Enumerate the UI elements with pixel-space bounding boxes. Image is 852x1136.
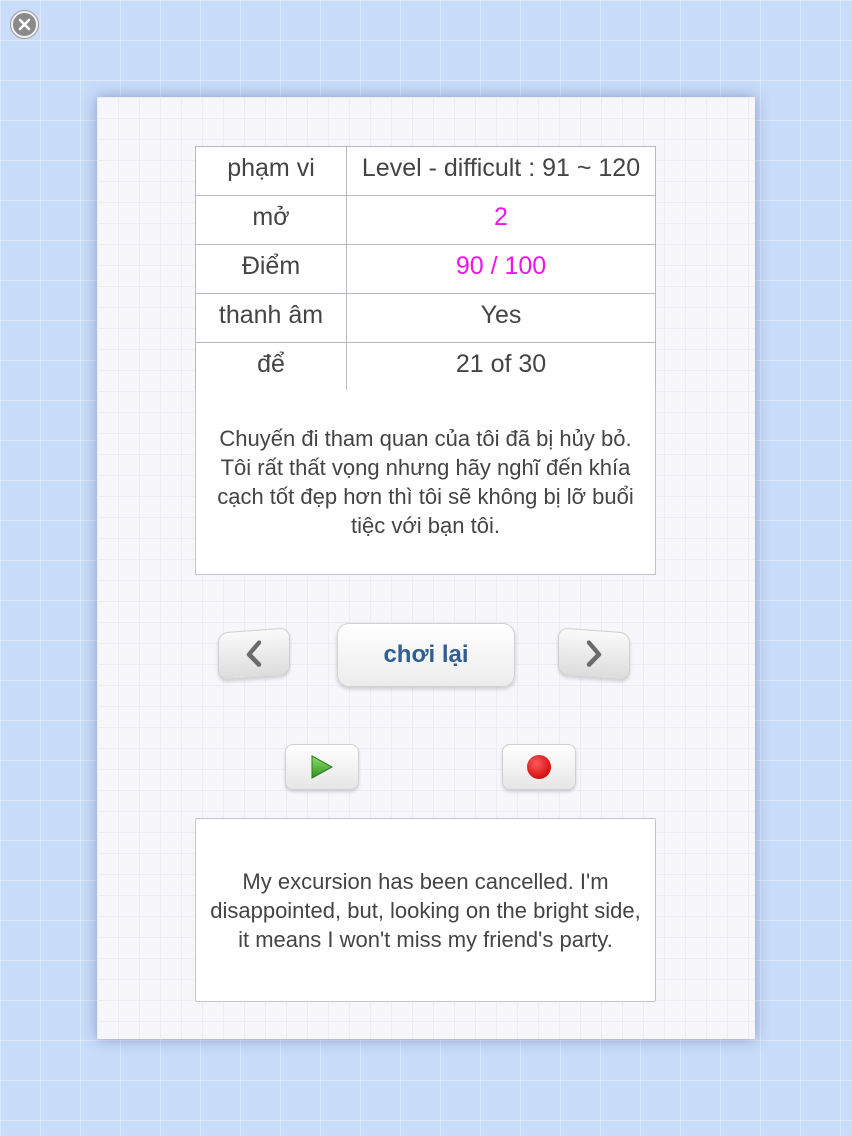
table-row [196,196,656,245]
record-button[interactable] [502,744,576,790]
chevron-left-icon [244,639,264,668]
open-label: mở [196,196,347,245]
lesson-card [97,97,755,1039]
close-button[interactable] [11,11,38,38]
range-label: phạm vi [196,147,347,196]
sound-value: Yes [347,294,656,343]
english-sentence: My excursion has been cancelled. I'm disappointed, but, looking on the bright side, it means I won't miss my friend's party. [210,868,641,952]
play-icon [309,754,335,780]
range-value: Level - difficult : 91 ~ 120 [347,147,656,196]
question-value: 21 of 30 [347,343,656,392]
table-row [196,147,656,196]
chevron-right-icon [584,639,604,668]
vietnamese-sentence: Chuyến đi tham quan của tôi đã bị hủy bỏ. Tôi rất thất vọng nhưng hãy nghĩ đến khía cạch tốt đẹp hơn thì tôi sẽ không bị lỡ buổi tiệc với bạn tôi. [217,426,634,538]
score-value: 90 / 100 [347,245,656,294]
score-label: Điểm [196,245,347,294]
vietnamese-text-box [195,390,656,575]
table-row [196,343,656,392]
play-button[interactable] [285,744,359,790]
next-button[interactable] [558,627,630,680]
question-label: để [196,343,347,392]
table-row [196,245,656,294]
open-value: 2 [347,196,656,245]
replay-label: chơi lại [383,641,469,668]
table-row [196,294,656,343]
close-icon [18,18,31,31]
english-text-box [195,818,656,1002]
record-icon [527,755,551,779]
sound-label: thanh âm [196,294,347,343]
previous-button[interactable] [218,627,290,680]
replay-button[interactable] [337,623,515,687]
info-table [195,146,656,392]
